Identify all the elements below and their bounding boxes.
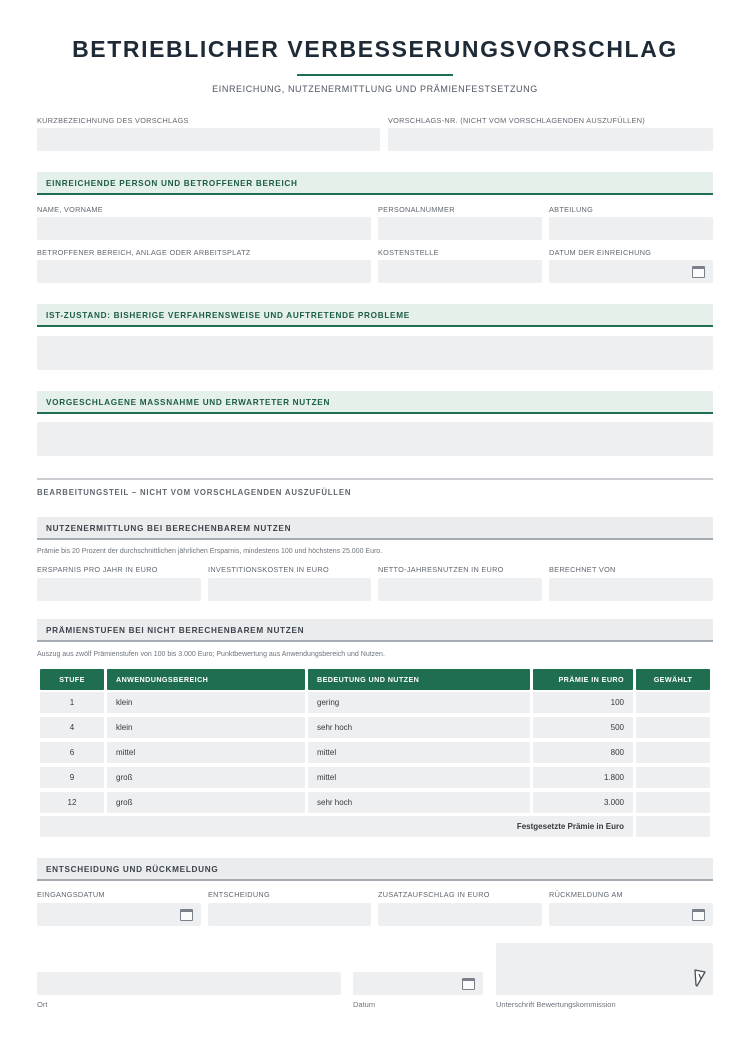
calendar-icon[interactable] <box>180 909 193 921</box>
section-current-state-heading: IST-ZUSTAND: BISHERIGE VERFAHRENSWEISE UND AUFTRETENDE PROBLEME <box>37 304 713 327</box>
area-field[interactable] <box>37 260 371 283</box>
table-cell-select[interactable] <box>636 767 710 788</box>
signature-label: Unterschrift Bewertungskommission <box>496 1000 616 1009</box>
section-calculable-heading: NUTZENERMITTLUNG BEI BERECHENBAREM NUTZEN <box>37 517 713 540</box>
table-cell-select[interactable] <box>636 792 710 813</box>
column-header-praemie: PRÄMIE IN EURO <box>533 669 633 690</box>
column-header-nutzen: BEDEUTUNG UND NUTZEN <box>308 669 530 690</box>
calendar-icon[interactable] <box>462 978 475 990</box>
table-cell-praemie: 3.000 <box>533 792 633 813</box>
department-label: ABTEILUNG <box>549 205 594 214</box>
section-decision-heading: ENTSCHEIDUNG UND RÜCKMELDUNG <box>37 858 713 881</box>
table-cell-stufe: 12 <box>40 792 104 813</box>
calculated-by-label: BERECHNET VON <box>549 565 616 574</box>
section-tiers-heading: PRÄMIENSTUFEN BEI NICHT BERECHENBAREM NUTZEN <box>37 619 713 642</box>
savings-field[interactable] <box>37 578 201 601</box>
cost-center-field[interactable] <box>378 260 542 283</box>
submission-date-label: DATUM DER EINREICHUNG <box>549 248 652 257</box>
table-cell-bereich: mittel <box>107 742 305 763</box>
name-label: NAME, VORNAME <box>37 205 103 214</box>
short-title-field[interactable] <box>37 128 380 151</box>
area-label: BETROFFENER BEREICH, ANLAGE ODER ARBEITSPLATZ <box>37 248 251 257</box>
section-person-heading: EINREICHENDE PERSON UND BETROFFENER BEREICH <box>37 172 713 195</box>
tiers-note: Auszug aus zwölf Prämienstufen von 100 bis 3.000 Euro; Punktbewertung aus Anwendungsbereich und Nutzen. <box>37 651 385 658</box>
current-state-textarea[interactable] <box>37 336 713 370</box>
surcharge-field[interactable] <box>378 903 542 926</box>
page-subtitle: EINREICHUNG, NUTZENERMITTLUNG UND PRÄMIENFESTSETZUNG <box>212 84 538 94</box>
receipt-date-field[interactable] <box>37 903 201 926</box>
place-field[interactable] <box>37 972 341 995</box>
calendar-icon[interactable] <box>692 909 705 921</box>
column-header-gewaehlt: GEWÄHLT <box>636 669 710 690</box>
processing-divider <box>37 478 713 480</box>
table-cell-bereich: klein <box>107 692 305 713</box>
table-cell-stufe: 6 <box>40 742 104 763</box>
table-cell-praemie: 100 <box>533 692 633 713</box>
table-cell-praemie: 500 <box>533 717 633 738</box>
processing-title: BEARBEITUNGSTEIL – NICHT VOM VORSCHLAGENDEN AUSZUFÜLLEN <box>37 488 352 497</box>
section-measure-heading: VORGESCHLAGENE MASSNAHME UND ERWARTETER NUTZEN <box>37 391 713 414</box>
personnel-number-field[interactable] <box>378 217 542 240</box>
proposal-number-field[interactable] <box>388 128 713 151</box>
personnel-number-label: PERSONALNUMMER <box>378 205 455 214</box>
investment-label: INVESTITIONSKOSTEN IN EURO <box>208 565 329 574</box>
feedback-date-field[interactable] <box>549 903 713 926</box>
title-underline <box>297 74 453 76</box>
total-premium-field[interactable] <box>636 816 710 837</box>
department-field[interactable] <box>549 217 713 240</box>
short-title-label: KURZBEZEICHNUNG DES VORSCHLAGS <box>37 116 189 125</box>
surcharge-label: ZUSATZAUFSCHLAG IN EURO <box>378 890 490 899</box>
proposal-number-label: VORSCHLAGS-NR. (NICHT VOM VORSCHLAGENDEN AUSZUFÜLLEN) <box>388 116 646 125</box>
investment-field[interactable] <box>208 578 371 601</box>
place-label: Ort <box>37 1000 48 1009</box>
measure-textarea[interactable] <box>37 422 713 456</box>
net-benefit-field[interactable] <box>378 578 542 601</box>
table-cell-bereich: klein <box>107 717 305 738</box>
submission-date-field[interactable] <box>549 260 713 283</box>
table-cell-nutzen: sehr hoch <box>308 717 530 738</box>
table-cell-bereich: groß <box>107 792 305 813</box>
table-cell-select[interactable] <box>636 742 710 763</box>
column-header-stufe: STUFE <box>40 669 104 690</box>
page-title: BETRIEBLICHER VERBESSERUNGSVORSCHLAG <box>72 36 678 62</box>
table-cell-praemie: 1.800 <box>533 767 633 788</box>
column-header-bereich: ANWENDUNGSBEREICH <box>107 669 305 690</box>
signature-date-field[interactable] <box>353 972 483 995</box>
table-cell-stufe: 1 <box>40 692 104 713</box>
signature-date-label: Datum <box>353 1000 376 1009</box>
savings-label: ERSPARNIS PRO JAHR IN EURO <box>37 565 158 574</box>
signature-pen-icon <box>693 969 707 987</box>
decision-field[interactable] <box>208 903 371 926</box>
calendar-icon[interactable] <box>692 266 705 278</box>
table-cell-stufe: 9 <box>40 767 104 788</box>
table-cell-select[interactable] <box>636 692 710 713</box>
table-cell-bereich: groß <box>107 767 305 788</box>
receipt-date-label: EINGANGSDATUM <box>37 890 105 899</box>
name-field[interactable] <box>37 217 371 240</box>
calculated-by-field[interactable] <box>549 578 713 601</box>
net-benefit-label: NETTO-JAHRESNUTZEN IN EURO <box>378 565 504 574</box>
cost-center-label: KOSTENSTELLE <box>378 248 439 257</box>
table-cell-nutzen: mittel <box>308 742 530 763</box>
table-cell-nutzen: sehr hoch <box>308 792 530 813</box>
table-cell-nutzen: gering <box>308 692 530 713</box>
signature-field[interactable] <box>496 943 713 995</box>
table-cell-stufe: 4 <box>40 717 104 738</box>
decision-label: ENTSCHEIDUNG <box>208 890 270 899</box>
feedback-date-label: RÜCKMELDUNG AM <box>549 890 623 899</box>
table-cell-select[interactable] <box>636 717 710 738</box>
table-cell-nutzen: mittel <box>308 767 530 788</box>
calculable-note: Prämie bis 20 Prozent der durchschnittlichen jährlichen Ersparnis, mindestens 100 und höchstens 25.000 Euro. <box>37 548 383 555</box>
table-cell-praemie: 800 <box>533 742 633 763</box>
total-premium-label: Festgesetzte Prämie in Euro <box>40 816 633 837</box>
